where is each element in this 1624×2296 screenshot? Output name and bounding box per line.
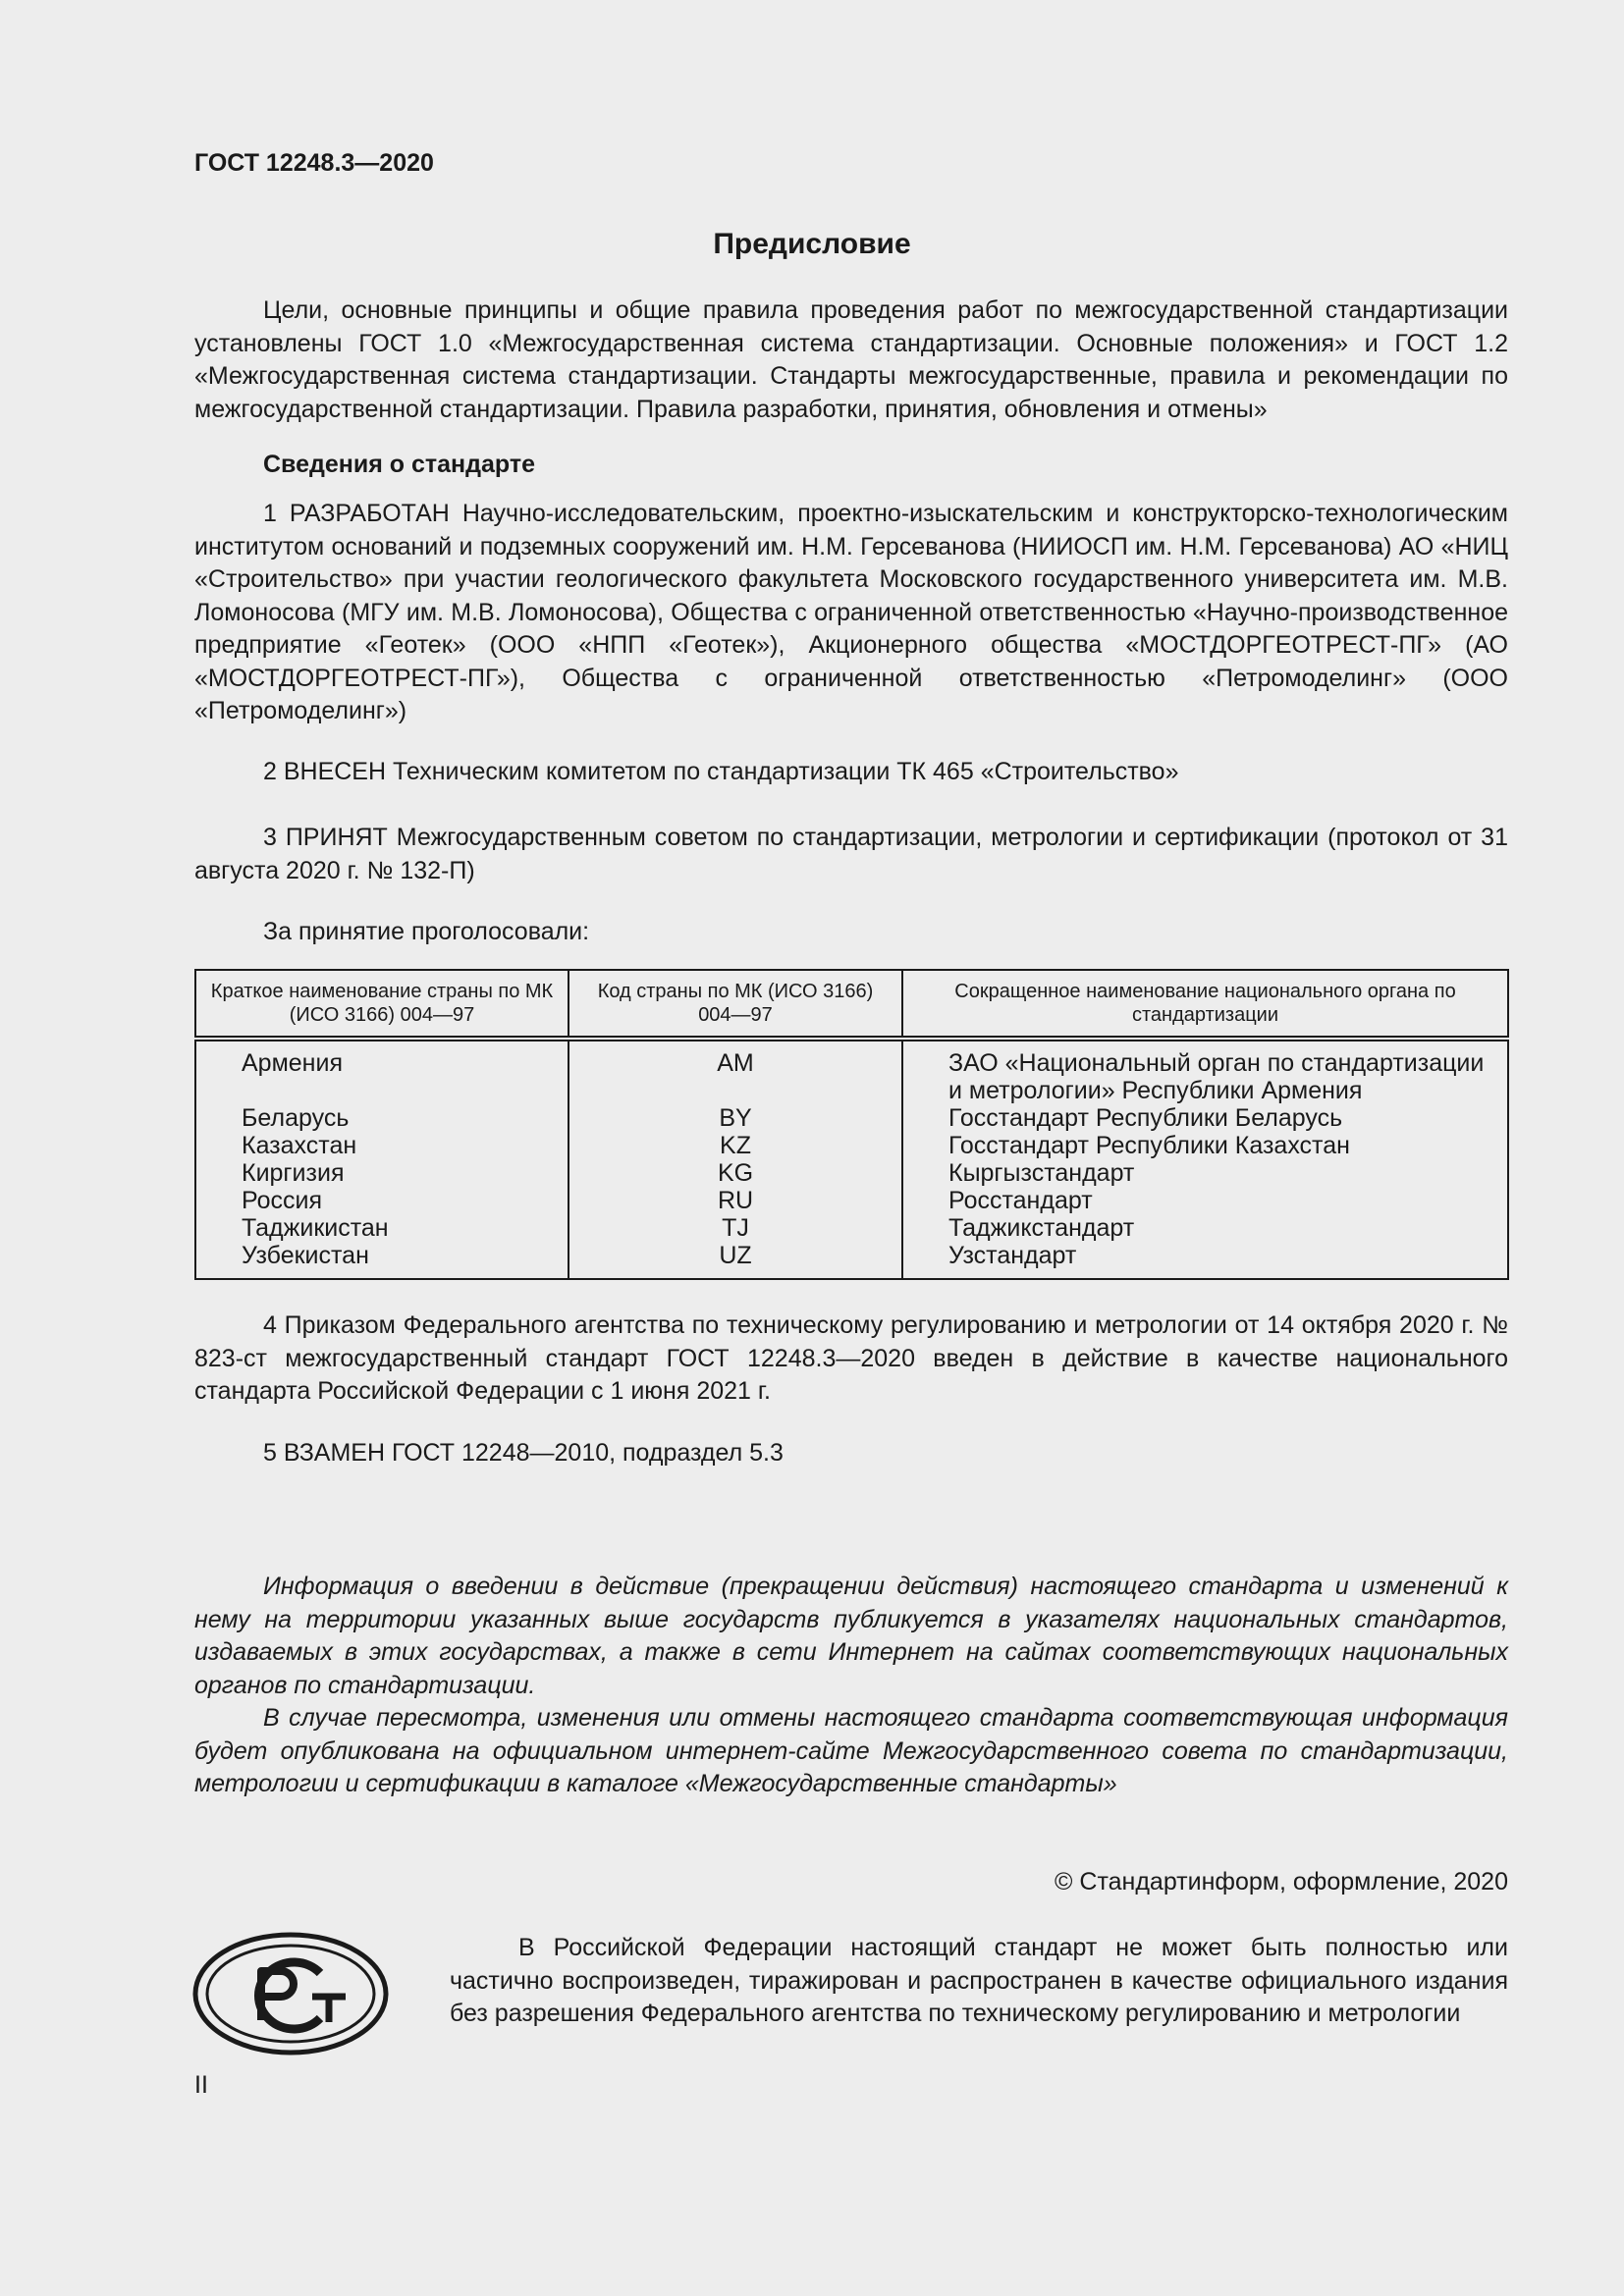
country-cell bbox=[242, 1077, 567, 1104]
item-order: 4 Приказом Федерального агентства по техническому регулированию и метрологии от 14 октября 2020 г. № 823-ст межгосударственный стандарт ГОСТ 12248.3—2020 введен в действие в качестве национального стандарта Российской Федерации с 1 июня 2021 г. bbox=[194, 1311, 1508, 1405]
country-cell: Киргизия bbox=[242, 1159, 345, 1187]
country-cell: Армения bbox=[242, 1049, 343, 1077]
code-cell bbox=[570, 1077, 900, 1104]
org-cell: Узстандарт bbox=[948, 1242, 1077, 1269]
section-heading: Сведения о стандарте bbox=[263, 451, 536, 478]
country-column bbox=[195, 1039, 568, 1279]
code-cell: RU bbox=[717, 1187, 754, 1214]
item-replaces: 5 ВЗАМЕН ГОСТ 12248—2010, подраздел 5.3 bbox=[263, 1439, 784, 1467]
code-cell: KG bbox=[717, 1159, 754, 1187]
org-cell: Кыргызстандарт bbox=[948, 1159, 1135, 1187]
code-cell: BY bbox=[719, 1104, 752, 1132]
org-cell: Росстандарт bbox=[948, 1187, 1093, 1214]
item-introduced: 2 ВНЕСЕН Техническим комитетом по стандартизации ТК 465 «Строительство» bbox=[263, 758, 1179, 785]
org-cell: и метрологии» Республики Армения bbox=[948, 1077, 1363, 1104]
org-cell: Таджикстандарт bbox=[948, 1214, 1135, 1242]
voting-countries-table bbox=[194, 969, 1509, 1280]
item-adopted: 3 ПРИНЯТ Межгосударственным советом по стандартизации, метрологии и сертификации (протокол от 31 августа 2020 г. № 132-П) bbox=[194, 824, 1508, 884]
page-title: Предисловие bbox=[713, 228, 911, 260]
org-cell: Госстандарт Республики Казахстан bbox=[948, 1132, 1350, 1159]
code-cell: TJ bbox=[722, 1214, 749, 1242]
org-column bbox=[902, 1039, 1508, 1279]
header-national-body: Сокращенное наименование национального органа по стандартизации bbox=[902, 970, 1508, 1039]
code-cell: UZ bbox=[719, 1242, 752, 1269]
notice-paragraph-2: В случае пересмотра, изменения или отмены настоящего стандарта соответствующая информация будет опубликована на официальном интернет-сайте Межгосударственного совета по стандартизации, метрологии и сертификации в каталоге «Межгосударственные стандарты» bbox=[194, 1704, 1508, 1797]
code-cell: KZ bbox=[720, 1132, 751, 1159]
country-cell: Россия bbox=[242, 1187, 322, 1214]
table-row bbox=[195, 1039, 1508, 1279]
code-cell: AM bbox=[717, 1049, 754, 1077]
header-country-code: Код страны по МК (ИСО 3166) 004—97 bbox=[568, 970, 902, 1039]
table-header-row bbox=[195, 970, 1508, 1039]
item-developed: 1 РАЗРАБОТАН Научно-исследовательским, проектно-изыскательским и конструкторско-технологическим институтом оснований и подземных сооружений им. Н.М. Герсеванова (НИИОСП им. Н.М. Герсеванова) АО «НИЦ «Строительство» при участии геологического факультета Московского государственного университета им. М.В. Ломоносова (МГУ им. М.В. Ломоносова), Общества с ограниченной ответственностью «Научно-производственное предприятие «Геотек» (ООО «НПП «Геотек»), Акционерного общества «МОСТДОРГЕОТРЕСТ-ПГ» (АО «МОСТДОРГЕОТРЕСТ-ПГ»), Общества с ограниченной ответственностью «Петромоделинг» (ООО «Петромоделинг») bbox=[194, 500, 1508, 724]
document-code-header: ГОСТ 12248.3—2020 bbox=[194, 149, 434, 177]
rf-reproduction-notice: В Российской Федерации настоящий стандарт не может быть полностью или частично воспроизведен, тиражирован и распространен в качестве официального издания без разрешения Федерального агентства по техническому регулированию и метрологии bbox=[450, 1934, 1508, 2027]
country-cell: Беларусь bbox=[242, 1104, 350, 1132]
country-cell: Казахстан bbox=[242, 1132, 357, 1159]
country-cell: Таджикистан bbox=[242, 1214, 389, 1242]
copyright-line: © Стандартинформ, оформление, 2020 bbox=[1055, 1868, 1508, 1896]
org-cell: Госстандарт Республики Беларусь bbox=[948, 1104, 1343, 1132]
intro-paragraph: Цели, основные принципы и общие правила проведения работ по межгосударственной стандартизации установлены ГОСТ 1.0 «Межгосударственная система стандартизации. Основные положения» и ГОСТ 1.2 «Межгосударственная система стандартизации. Стандарты межгосударственные, правила и рекомендации по межгосударственной стандартизации. Правила разработки, принятия, обновления и отмены» bbox=[194, 296, 1508, 423]
code-column bbox=[568, 1039, 902, 1279]
voted-label: За принятие проголосовали: bbox=[263, 918, 590, 945]
notice-paragraph-1: Информация о введении в действие (прекращении действия) настоящего стандарта и изменений к нему на территории указанных выше государств публикуется в указателях национальных стандартов, издаваемых в этих государствах, а также в сети Интернет на сайтах соответствующих национальных органов по стандартизации. bbox=[194, 1573, 1508, 1699]
country-cell: Узбекистан bbox=[242, 1242, 369, 1269]
page-number: II bbox=[194, 2071, 208, 2099]
header-country-name: Краткое наименование страны по МК (ИСО 3166) 004—97 bbox=[195, 970, 568, 1039]
org-cell: ЗАО «Национальный орган по стандартизации bbox=[948, 1049, 1485, 1077]
rst-certification-mark-icon bbox=[192, 1932, 389, 2056]
